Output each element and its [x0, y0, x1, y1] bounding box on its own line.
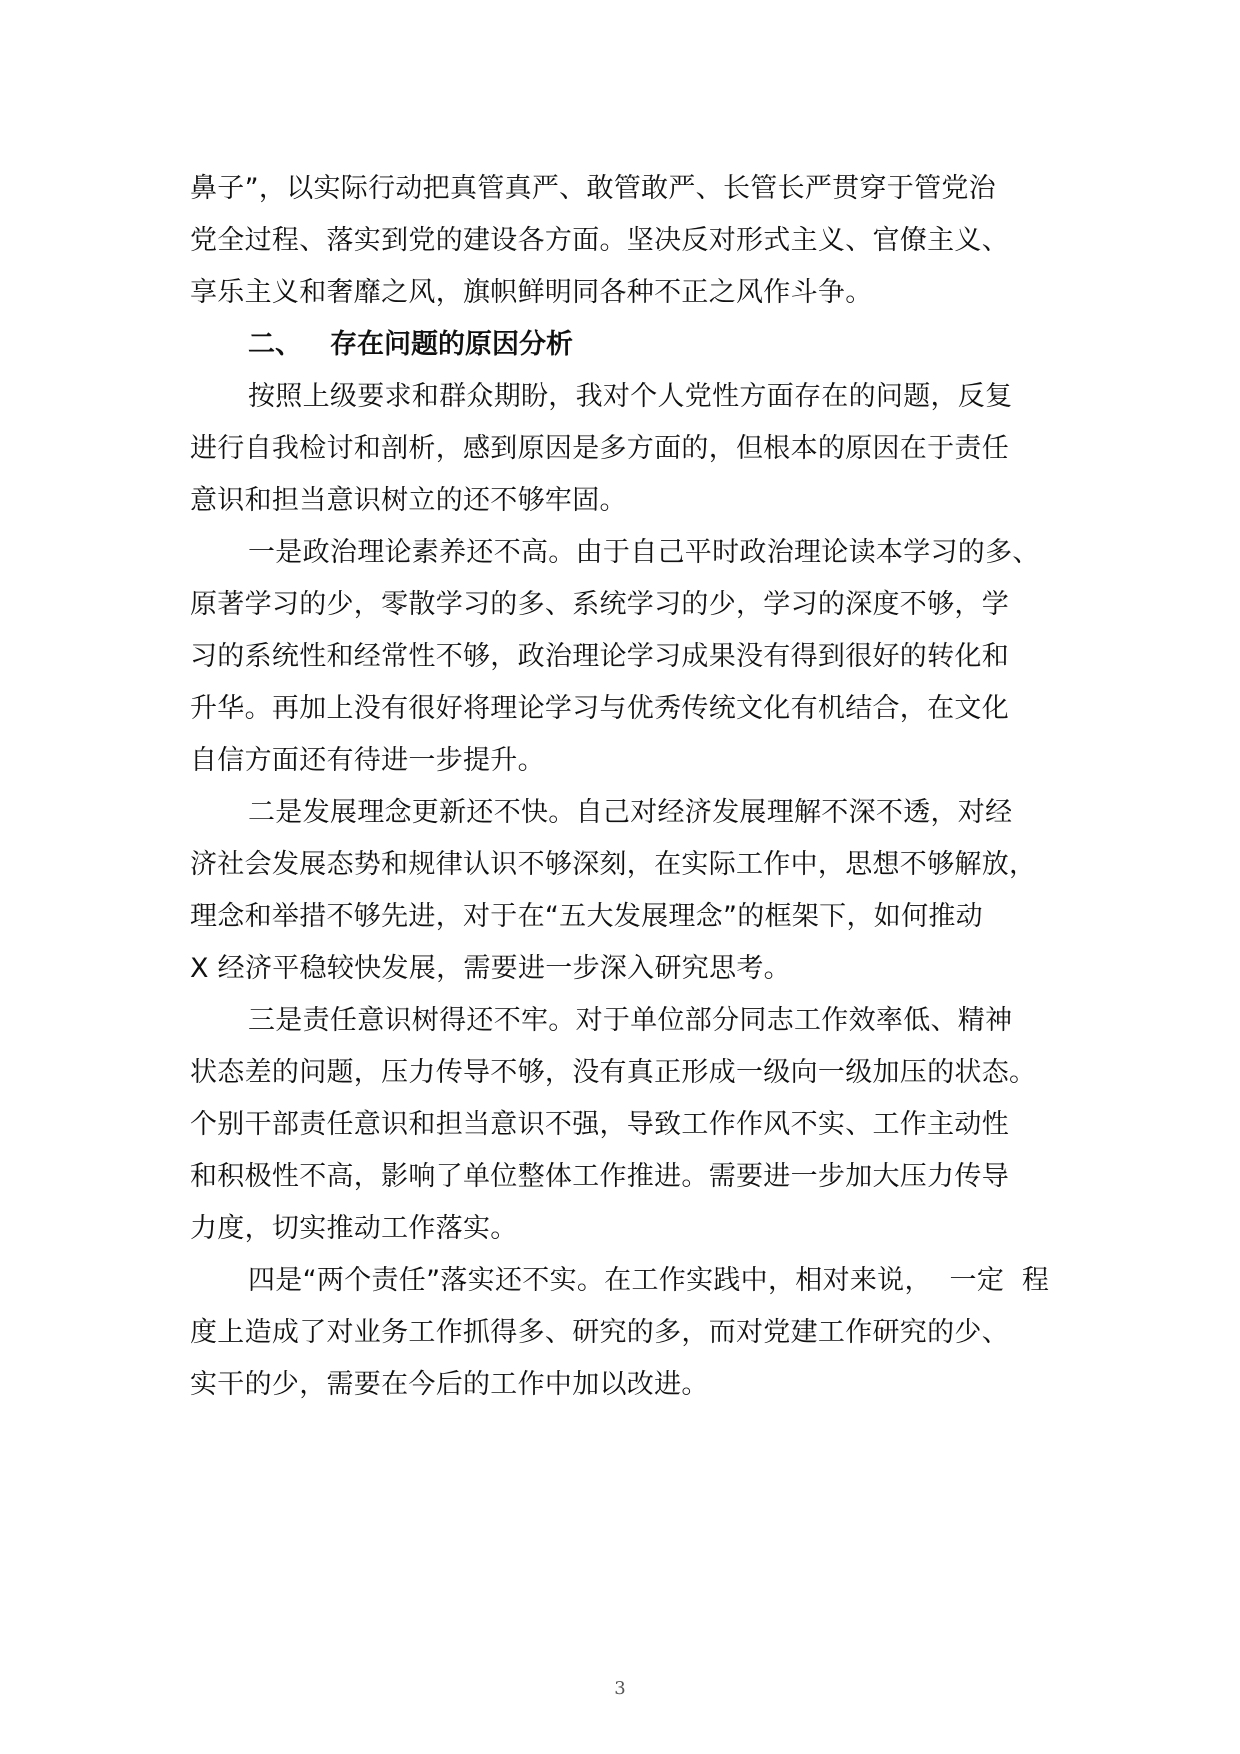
text-line: X 经济平稳较快发展，需要进一步深入研究思考。 — [190, 953, 791, 984]
text-line: 升华。再加上没有很好将理论学习与优秀传统文化有机结合，在文化 — [190, 693, 1009, 724]
text-line: 状态差的问题，压力传导不够，没有真正形成一级向一级加压的状态。 — [190, 1057, 1037, 1088]
paragraph-point-4 — [190, 1255, 1060, 1411]
paragraph-continued — [190, 163, 1060, 319]
text-line: 一是政治理论素养还不高。由于自己平时政治理论读本学习的多、 — [248, 537, 1040, 568]
text-line: 党全过程、落实到党的建设各方面。坚决反对形式主义、官僚主义、 — [190, 225, 1009, 256]
text-line: 度上造成了对业务工作抓得多、研究的多，而对党建工作研究的少、 — [190, 1317, 1009, 1348]
text-line: 实干的少，需要在今后的工作中加以改进。 — [190, 1369, 709, 1400]
paragraph-point-2 — [190, 787, 1060, 995]
text-line: 和积极性不高，影响了单位整体工作推进。需要进一步加大压力传导 — [190, 1161, 1009, 1192]
section-heading-title: 存在问题的原因分析 — [330, 329, 573, 360]
document-body — [190, 163, 1060, 1411]
text-line: 力度，切实推动工作落实。 — [190, 1213, 518, 1244]
text-line: 鼻子”，以实际行动把真管真严、敢管敢严、长管长严贯穿于管党治 — [190, 173, 996, 204]
text-line: 济社会发展态势和规律认识不够深刻，在实际工作中，思想不够解放， — [190, 849, 1037, 880]
text-line: 二是发展理念更新还不快。自己对经济发展理解不深不透，对经 — [248, 797, 1013, 828]
text-line: 理念和举措不够先进，对于在“五大发展理念”的框架下，如何推动 — [190, 901, 983, 932]
text-line: 按照上级要求和群众期盼，我对个人党性方面存在的问题，反复 — [248, 381, 1013, 412]
paragraph-point-1 — [190, 527, 1060, 787]
text-line: 享乐主义和奢靡之风，旗帜鲜明同各种不正之风作斗争。 — [190, 277, 873, 308]
paragraph-intro — [190, 371, 1060, 527]
text-line: 四是“两个责任”落实还不实。在工作实践中，相对来说， 一定 程 — [248, 1265, 1050, 1296]
section-heading — [190, 319, 1060, 371]
text-line: 三是责任意识树得还不牢。对于单位部分同志工作效率低、精神 — [248, 1005, 1013, 1036]
text-line: 习的系统性和经常性不够，政治理论学习成果没有得到很好的转化和 — [190, 641, 1009, 672]
text-line: 个别干部责任意识和担当意识不强，导致工作作风不实、工作主动性 — [190, 1109, 1009, 1140]
text-line: 原著学习的少，零散学习的多、系统学习的少，学习的深度不够，学 — [190, 589, 1009, 620]
text-line: 自信方面还有待进一步提升。 — [190, 745, 545, 776]
text-line: 进行自我检讨和剖析，感到原因是多方面的，但根本的原因在于责任 — [190, 433, 1009, 464]
paragraph-point-3 — [190, 995, 1060, 1255]
text-line: 意识和担当意识树立的还不够牢固。 — [190, 485, 627, 516]
page-number: 3 — [614, 1678, 626, 1699]
section-heading-number: 二、 — [248, 329, 302, 360]
